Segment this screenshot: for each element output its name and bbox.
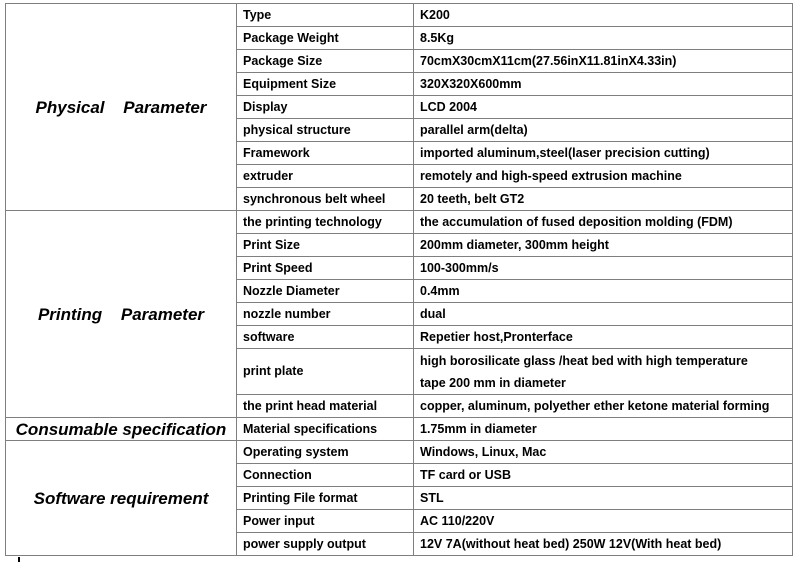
spec-label: nozzle number <box>237 303 414 326</box>
spec-label: Display <box>237 96 414 119</box>
spec-label: Framework <box>237 142 414 165</box>
table-row <box>6 418 793 441</box>
spec-value: K200 <box>414 4 793 27</box>
category-printing-parameter: Printing Parameter <box>6 211 237 418</box>
spec-value: LCD 2004 <box>414 96 793 119</box>
spec-value: remotely and high-speed extrusion machine <box>414 165 793 188</box>
edge-mark <box>18 557 20 562</box>
spec-label: physical structure <box>237 119 414 142</box>
table-row <box>6 441 793 464</box>
spec-label: Print Speed <box>237 257 414 280</box>
spec-label: Package Weight <box>237 27 414 50</box>
category-software-requirement: Software requirement <box>6 441 237 556</box>
spec-label: Package Size <box>237 50 414 73</box>
spec-value: 0.4mm <box>414 280 793 303</box>
spec-label: Power input <box>237 510 414 533</box>
spec-value: Windows, Linux, Mac <box>414 441 793 464</box>
spec-value: copper, aluminum, polyether ether ketone material forming <box>414 395 793 418</box>
spec-label: Type <box>237 4 414 27</box>
spec-value: 200mm diameter, 300mm height <box>414 234 793 257</box>
spec-value: 70cmX30cmX11cm(27.56inX11.81inX4.33in) <box>414 50 793 73</box>
spec-value: parallel arm(delta) <box>414 119 793 142</box>
spec-label: the printing technology <box>237 211 414 234</box>
spec-value: dual <box>414 303 793 326</box>
spec-label: print plate <box>237 349 414 395</box>
spec-label: Printing File format <box>237 487 414 510</box>
spec-value: 100-300mm/s <box>414 257 793 280</box>
spec-label: synchronous belt wheel <box>237 188 414 211</box>
table-row <box>6 4 793 27</box>
spec-value: TF card or USB <box>414 464 793 487</box>
spec-value: Repetier host,Pronterface <box>414 326 793 349</box>
spec-label: Operating system <box>237 441 414 464</box>
spec-value: STL <box>414 487 793 510</box>
spec-label: software <box>237 326 414 349</box>
spec-label: the print head material <box>237 395 414 418</box>
spec-value <box>414 349 793 395</box>
spec-label: Nozzle Diameter <box>237 280 414 303</box>
category-physical-parameter: Physical Parameter <box>6 4 237 211</box>
spec-value: 8.5Kg <box>414 27 793 50</box>
spec-value: imported aluminum,steel(laser precision cutting) <box>414 142 793 165</box>
spec-value: the accumulation of fused deposition molding (FDM) <box>414 211 793 234</box>
spec-label: Connection <box>237 464 414 487</box>
category-consumable-specification: Consumable specification <box>6 418 237 441</box>
spec-label: Equipment Size <box>237 73 414 96</box>
spec-value: 1.75mm in diameter <box>414 418 793 441</box>
spec-label: Print Size <box>237 234 414 257</box>
spec-table <box>5 3 793 556</box>
spec-value: 320X320X600mm <box>414 73 793 96</box>
spec-label: extruder <box>237 165 414 188</box>
spec-value: 20 teeth, belt GT2 <box>414 188 793 211</box>
spec-value-line: high borosilicate glass /heat bed with high temperature <box>420 353 748 368</box>
spec-value: 12V 7A(without heat bed) 250W 12V(With heat bed) <box>414 533 793 556</box>
spec-label: Material specifications <box>237 418 414 441</box>
spec-value: AC 110/220V <box>414 510 793 533</box>
spec-label: power supply output <box>237 533 414 556</box>
spec-value-line: tape 200 mm in diameter <box>420 375 566 390</box>
table-row <box>6 211 793 234</box>
